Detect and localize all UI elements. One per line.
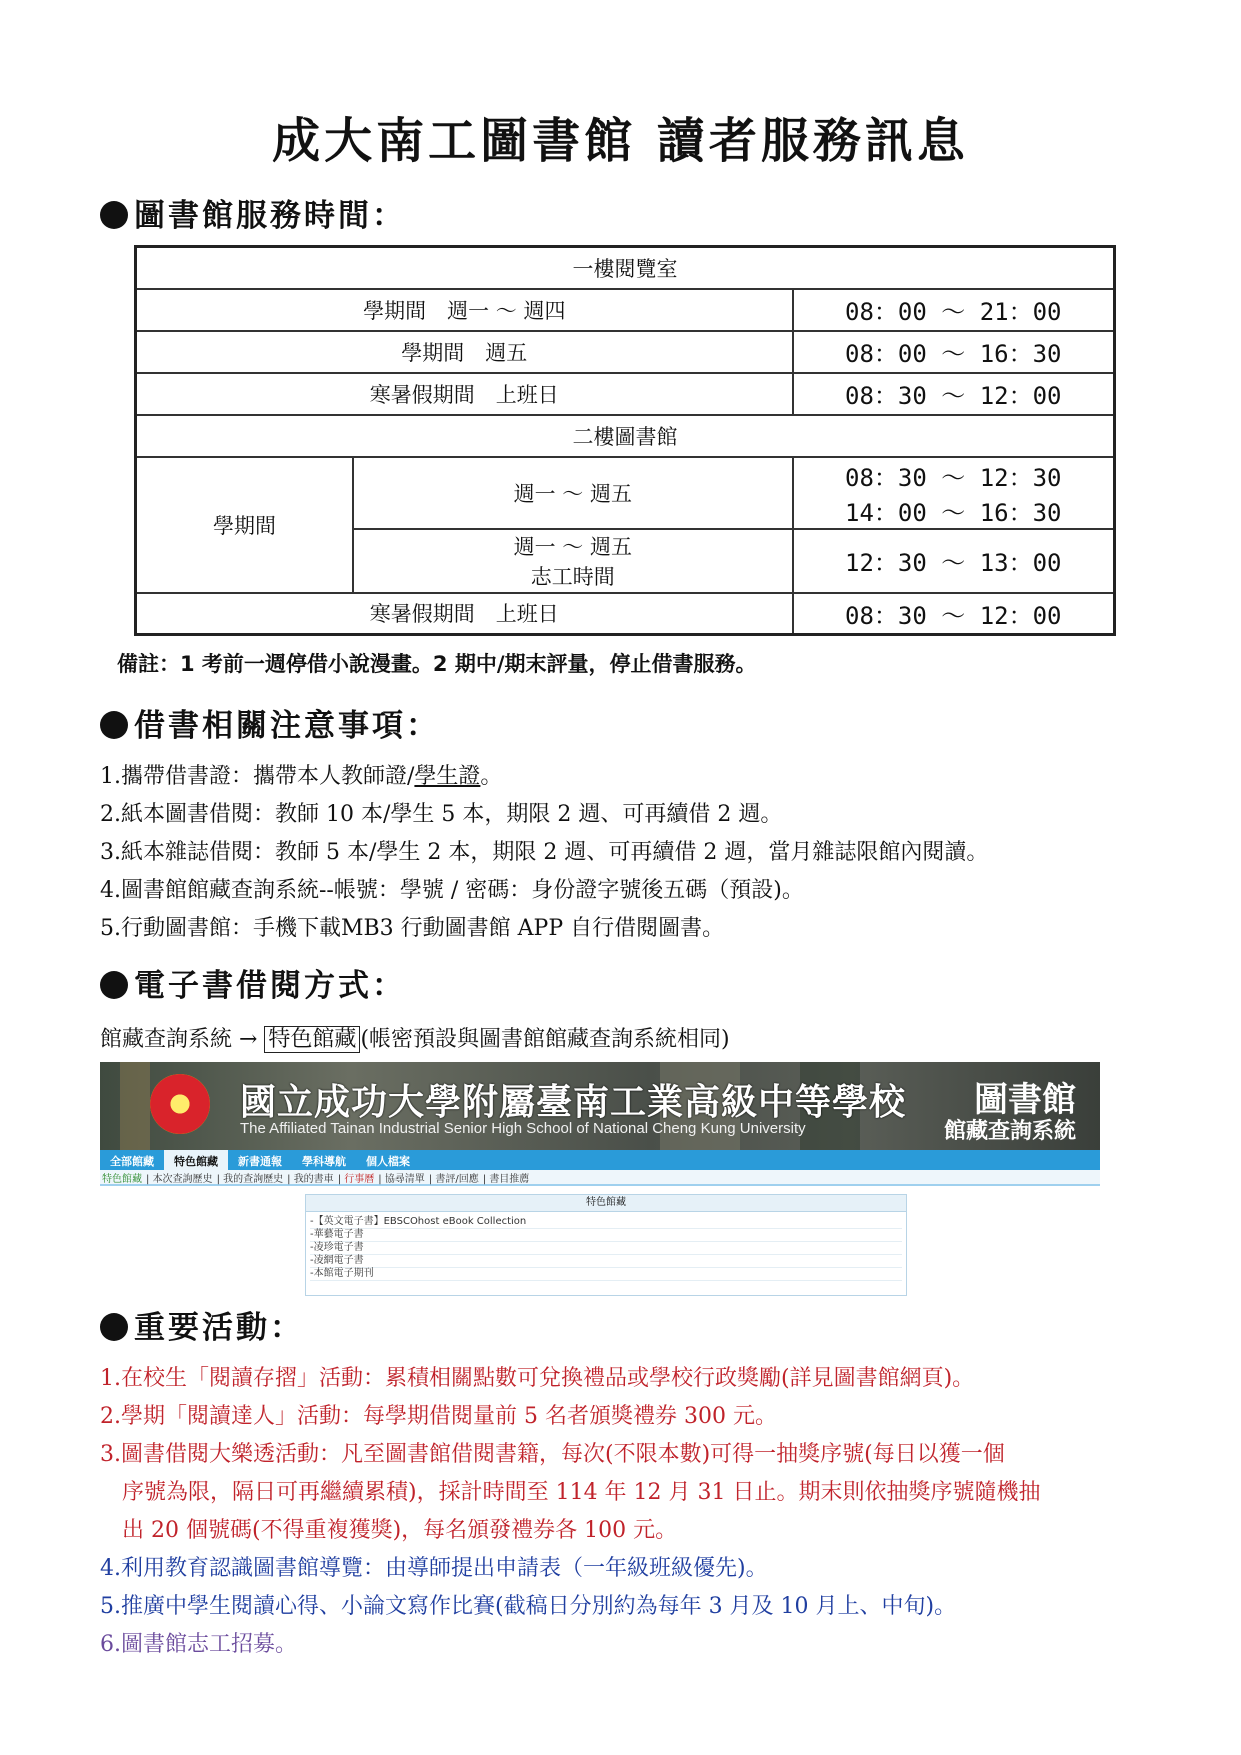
subnav-link[interactable]: 特色館藏 bbox=[102, 1174, 142, 1185]
hours-note: 備註：1 考前一週停借小說漫畫。2 期中/期末評量，停止借書服務。 bbox=[117, 652, 757, 676]
list-item: 2.紙本圖書借閱：教師 10 本/學生 5 本，期限 2 週、可再續借 2 週。 bbox=[100, 802, 783, 827]
banner-subtitle: The Affiliated Tainan Industrial Senior High School of National Cheng Kung University bbox=[240, 1120, 806, 1137]
borrow-list bbox=[100, 758, 988, 948]
subnav-link[interactable]: 行事曆 bbox=[344, 1174, 375, 1185]
floor2-row1-times: 08：30 ～ 12：30 14：00 ～ 16：30 bbox=[793, 457, 1115, 529]
list-item: 2.學期「閱讀達人」活動：每學期借閱量前 5 名者頒獎禮券 300 元。 bbox=[100, 1404, 777, 1429]
catalog-subnav: 特色館藏 | 本次查詢歷史 | 我的查詢歷史 | 我的書車 | 行事曆 | 協尋清單 | 書評/回應 | 書目推薦 bbox=[100, 1170, 1100, 1186]
nav-tab-profile[interactable]: 個人檔案 bbox=[366, 1155, 410, 1168]
school-logo-icon bbox=[150, 1074, 210, 1134]
subnav-link[interactable]: 我的查詢歷史 bbox=[223, 1174, 284, 1185]
section-heading-events: 重要活動： bbox=[100, 1302, 304, 1347]
section-heading-hours: 圖書館服務時間： bbox=[100, 190, 406, 235]
nav-tab-all[interactable]: 全部館藏 bbox=[110, 1155, 154, 1168]
list-item: 6.圖書館志工招募。 bbox=[100, 1632, 297, 1657]
events-list bbox=[100, 1360, 1041, 1664]
list-item: 出 20 個號碼(不得重複獲獎)，每名頒發禮券各 100 元。 bbox=[122, 1518, 678, 1543]
nav-tab-subject[interactable]: 學科導航 bbox=[302, 1155, 346, 1168]
page-title: 成大南工圖書館 讀者服務訊息 bbox=[272, 113, 969, 169]
nav-tab-new[interactable]: 新書通報 bbox=[238, 1155, 282, 1168]
floor2-semester-label: 學期間 bbox=[136, 457, 354, 593]
list-item: 1.在校生「閱讀存摺」活動：累積相關點數可兌換禮品或學校行政獎勵(詳見圖書館網頁)。 bbox=[100, 1366, 975, 1391]
list-item: 序號為限，隔日可再繼續累積)，採計時間至 114 年 12 月 31 日止。期末則依抽獎序號隨機抽 bbox=[122, 1480, 1041, 1505]
banner-title: 國立成功大學附屬臺南工業高級中等學校 bbox=[240, 1082, 907, 1123]
table-row-time: 08：00 ～ 16：30 bbox=[793, 331, 1115, 373]
catalog-nav bbox=[100, 1150, 1100, 1170]
bullet-icon bbox=[100, 201, 128, 229]
banner-library: 圖書館 bbox=[974, 1080, 1076, 1120]
list-item: 3.圖書借閱大樂透活動：凡至圖書館借閱書籍，每次(不限本數)可得一抽獎序號(每日以獲一個 bbox=[100, 1442, 1005, 1467]
hours-table bbox=[134, 245, 1116, 636]
collection-link[interactable]: -華藝電子書 bbox=[310, 1229, 902, 1242]
special-collection-panel bbox=[305, 1194, 907, 1296]
subnav-link[interactable]: 我的書車 bbox=[293, 1174, 334, 1185]
list-item: 4.圖書館館藏查詢系統--帳號：學號 / 密碼：身份證字號後五碼（預設)。 bbox=[100, 878, 804, 903]
table-row-label: 學期間 週五 bbox=[136, 331, 793, 373]
collection-link[interactable]: -凌網電子書 bbox=[310, 1255, 902, 1268]
floor2-title: 二樓圖書館 bbox=[136, 415, 1115, 457]
bullet-icon bbox=[100, 971, 128, 999]
floor2-vacation-label: 寒暑假期間 上班日 bbox=[136, 593, 793, 635]
floor2-row2-time: 12：30 ～ 13：00 bbox=[793, 529, 1115, 593]
table-row-time: 08：30 ～ 12：00 bbox=[793, 373, 1115, 415]
nav-tab-special[interactable]: 特色館藏 bbox=[164, 1150, 228, 1170]
collection-link[interactable]: -凌珍電子書 bbox=[310, 1242, 902, 1255]
list-item: 4.利用教育認識圖書館導覽：由導師提出申請表（一年級班級優先)。 bbox=[100, 1556, 768, 1581]
table-row-time: 08：00 ～ 21：00 bbox=[793, 289, 1115, 331]
floor2-row2-days: 週一 ～ 週五 志工時間 bbox=[353, 529, 793, 593]
ebook-instructions: 館藏查詢系統 → 特色館藏 (帳密預設與圖書館館藏查詢系統相同) bbox=[100, 1027, 730, 1052]
special-collection-label: 特色館藏 bbox=[264, 1026, 360, 1053]
list-item: 3.紙本雜誌借閱：教師 5 本/學生 2 本，期限 2 週、可再續借 2 週，當月雜誌限館內閱讀。 bbox=[100, 840, 989, 865]
floor2-vacation-time: 08：30 ～ 12：00 bbox=[793, 593, 1115, 635]
section-heading-ebook: 電子書借閱方式： bbox=[100, 960, 406, 1005]
collection-link[interactable]: -本館電子期刊 bbox=[310, 1268, 902, 1281]
catalog-banner bbox=[100, 1062, 1100, 1150]
section-heading-borrow: 借書相關注意事項： bbox=[100, 700, 440, 745]
floor1-title: 一樓閱覽室 bbox=[136, 247, 1115, 289]
catalog-screenshot bbox=[100, 1062, 1100, 1294]
table-row-label: 學期間 週一 ～ 週四 bbox=[136, 289, 793, 331]
subnav-link[interactable]: 書目推薦 bbox=[489, 1174, 530, 1185]
subnav-link[interactable]: 本次查詢歷史 bbox=[152, 1174, 213, 1185]
bullet-icon bbox=[100, 711, 128, 739]
collection-link[interactable]: -【英文電子書】EBSCOhost eBook Collection bbox=[310, 1216, 902, 1229]
floor2-row1-days: 週一 ～ 週五 bbox=[353, 457, 793, 529]
list-item: 5.推廣中學生閱讀心得、小論文寫作比賽(截稿日分別約為每年 3 月及 10 月上、中旬)。 bbox=[100, 1594, 957, 1619]
banner-catalog: 館藏查詢系統 bbox=[943, 1119, 1076, 1144]
panel-title: 特色館藏 bbox=[306, 1195, 906, 1212]
list-item: 5.行動圖書館：手機下載MB3 行動圖書館 APP 自行借閱圖書。 bbox=[100, 916, 725, 941]
subnav-link[interactable]: 協尋清單 bbox=[384, 1174, 425, 1185]
list-item: 1.攜帶借書證：攜帶本人教師證/學生證。 bbox=[100, 764, 503, 789]
subnav-link[interactable]: 書評/回應 bbox=[435, 1174, 479, 1185]
student-card-link[interactable]: 學生證 bbox=[414, 764, 481, 789]
bullet-icon bbox=[100, 1313, 128, 1341]
table-row-label: 寒暑假期間 上班日 bbox=[136, 373, 793, 415]
